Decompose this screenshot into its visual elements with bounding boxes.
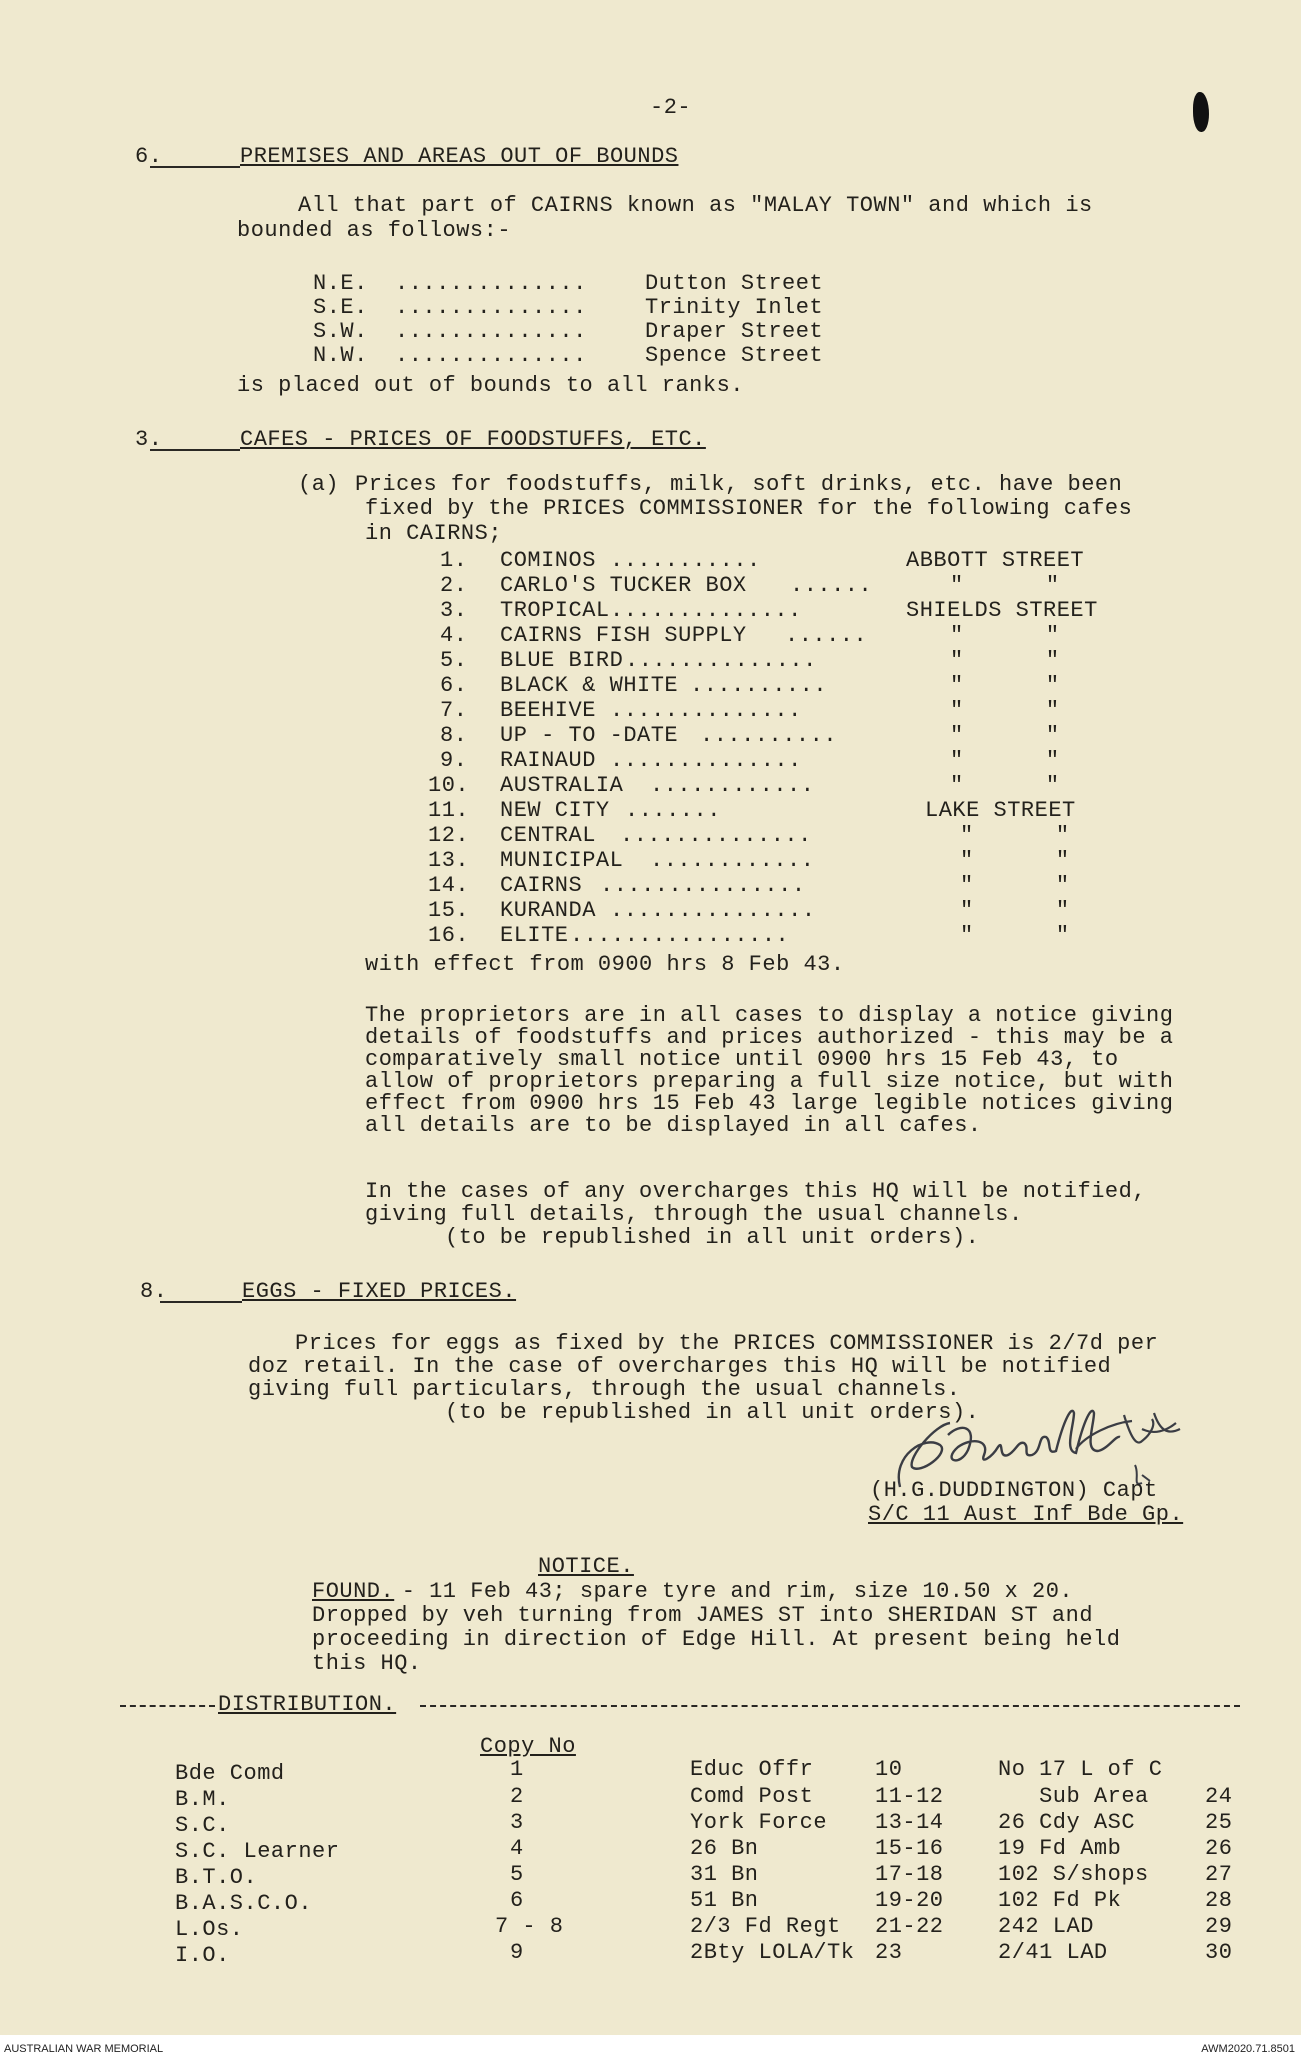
leader-dots: ..............	[625, 648, 817, 673]
dist-unit: B.M.	[175, 1787, 230, 1812]
cafe-name: NEW CITY	[500, 798, 610, 823]
page-number: -2-	[650, 95, 692, 120]
dist-unit: S.C.	[175, 1813, 230, 1838]
leader-dots: ..............	[610, 748, 802, 773]
paragraph-line: comparatively small notice until 0900 hrs 15 Feb 43, to	[365, 1047, 1119, 1072]
cafe-number: 12.	[428, 823, 470, 848]
dist-unit: 102 S/shops	[998, 1862, 1149, 1887]
dist-copy: 4	[510, 1836, 524, 1861]
bound-street: Dutton Street	[645, 271, 824, 296]
section-number: 6.	[135, 144, 163, 169]
dist-unit: York Force	[690, 1810, 828, 1835]
dist-copy: 30	[1205, 1940, 1233, 1965]
dist-copy: 5	[510, 1862, 524, 1887]
cafe-number: 1.	[440, 548, 468, 573]
dist-unit: 26 Cdy ASC	[998, 1810, 1136, 1835]
distribution-rule	[120, 1705, 215, 1707]
cafe-street: ABBOTT STREET	[906, 548, 1085, 573]
cafe-name: ELITE	[500, 923, 569, 948]
section-heading: PREMISES AND AREAS OUT OF BOUNDS	[240, 144, 679, 169]
cafe-street: " "	[950, 573, 1060, 598]
distribution-rule	[420, 1705, 1240, 1707]
heading-rule	[150, 449, 240, 451]
dist-copy: 26	[1205, 1836, 1233, 1861]
signatory-title: S/C 11 Aust Inf Bde Gp.	[868, 1502, 1184, 1527]
cafe-name: CAIRNS FISH SUPPLY	[500, 623, 747, 648]
paragraph-line: is placed out of bounds to all ranks.	[237, 373, 744, 398]
cafe-street: " "	[960, 848, 1070, 873]
cafe-name: RAINAUD	[500, 748, 596, 773]
leader-dots: ............	[650, 773, 815, 798]
dist-unit: 2/41 LAD	[998, 1940, 1108, 1965]
notice-line: proceeding in direction of Edge Hill. At present being held	[312, 1627, 1121, 1652]
bound-street: Spence Street	[645, 343, 824, 368]
signatory-name: (H.G.DUDDINGTON) Capt	[870, 1478, 1158, 1503]
leader-dots: ..............	[620, 823, 812, 848]
paragraph-line: all details are to be displayed in all cafes.	[365, 1113, 982, 1138]
dist-copy: 9	[510, 1940, 524, 1965]
cafe-street: LAKE STREET	[925, 798, 1076, 823]
para-label: (a)	[298, 472, 340, 497]
dist-unit: I.O.	[175, 1943, 230, 1968]
paragraph-line: doz retail. In the case of overcharges this HQ will be notified	[248, 1354, 1112, 1379]
cafe-street: " "	[950, 648, 1060, 673]
cafe-name: AUSTRALIA	[500, 773, 624, 798]
dist-copy: 10	[875, 1757, 903, 1782]
leader-dots: ..............	[610, 698, 802, 723]
ink-blot	[1193, 92, 1209, 132]
leader-dots: ..............	[395, 319, 587, 344]
dist-unit: 26 Bn	[690, 1836, 759, 1861]
dist-unit: Comd Post	[690, 1784, 814, 1809]
section-number: 3.	[135, 427, 163, 452]
cafe-name: MUNICIPAL	[500, 848, 624, 873]
paragraph-line: All that part of CAIRNS known as "MALAY TOWN" and which is	[298, 193, 1093, 218]
leader-dots: ............	[650, 848, 815, 873]
cafe-number: 3.	[440, 598, 468, 623]
dist-copy: 27	[1205, 1862, 1233, 1887]
notice-heading: NOTICE.	[538, 1554, 634, 1579]
dist-unit: S.C. Learner	[175, 1839, 340, 1864]
paragraph-line: (to be republished in all unit orders).	[445, 1225, 980, 1250]
dist-copy: 1	[510, 1757, 524, 1782]
footer-reference: AWM2020.71.8501	[1201, 2043, 1295, 2055]
dist-unit: Educ Offr	[690, 1757, 814, 1782]
dist-copy: 7 - 8	[495, 1914, 564, 1939]
leader-dots: ..............	[610, 598, 802, 623]
dist-unit: 31 Bn	[690, 1862, 759, 1887]
dist-unit: Bde Comd	[175, 1761, 285, 1786]
section-heading: EGGS - FIXED PRICES.	[242, 1279, 517, 1304]
cafe-number: 16.	[428, 923, 470, 948]
cafe-name: CARLO'S TUCKER BOX	[500, 573, 747, 598]
dist-copy: 3	[510, 1810, 524, 1835]
cafe-name: BLUE BIRD	[500, 648, 624, 673]
paragraph-line: The proprietors are in all cases to display a notice giving	[365, 1003, 1174, 1028]
leader-dots: ..............	[395, 271, 587, 296]
cafe-street: " "	[960, 823, 1070, 848]
bound-direction: S.W.	[313, 319, 368, 344]
dist-copy: 6	[510, 1888, 524, 1913]
dist-unit: 242 LAD	[998, 1914, 1094, 1939]
dist-copy: 25	[1205, 1810, 1233, 1835]
bound-direction: N.W.	[313, 343, 368, 368]
cafe-street: SHIELDS STREET	[906, 598, 1098, 623]
cafe-street: " "	[950, 673, 1060, 698]
leader-dots: ......	[785, 623, 868, 648]
cafe-number: 11.	[428, 798, 470, 823]
dist-unit: L.Os.	[175, 1917, 244, 1942]
paragraph-line: bounded as follows:-	[237, 218, 512, 243]
cafe-number: 2.	[440, 573, 468, 598]
leader-dots: .......	[625, 798, 721, 823]
bound-direction: N.E.	[313, 271, 368, 296]
cafe-street: " "	[950, 773, 1060, 798]
dist-copy: 2	[510, 1784, 524, 1809]
cafe-number: 8.	[440, 723, 468, 748]
cafe-name: UP - TO -DATE	[500, 723, 679, 748]
cafe-street: " "	[960, 898, 1070, 923]
dist-copy: 13-14	[875, 1810, 944, 1835]
section-heading: CAFES - PRICES OF FOODSTUFFS, ETC.	[240, 427, 706, 452]
cafe-street: " "	[960, 923, 1070, 948]
paragraph-line: with effect from 0900 hrs 8 Feb 43.	[365, 952, 845, 977]
leader-dots: ................	[570, 923, 790, 948]
cafe-number: 4.	[440, 623, 468, 648]
cafe-street: " "	[950, 698, 1060, 723]
leader-dots: ...............	[600, 873, 806, 898]
cafe-name: BEEHIVE	[500, 698, 596, 723]
cafe-street: " "	[950, 748, 1060, 773]
paragraph-line: Prices for eggs as fixed by the PRICES COMMISSIONER is 2/7d per	[295, 1331, 1159, 1356]
dist-copy: 23	[875, 1940, 903, 1965]
paragraph-line: effect from 0900 hrs 15 Feb 43 large legible notices giving	[365, 1091, 1174, 1116]
bound-direction: S.E.	[313, 295, 368, 320]
notice-label: FOUND.	[312, 1579, 395, 1604]
paragraph-line: fixed by the PRICES COMMISSIONER for the following cafes	[365, 496, 1133, 521]
cafe-name: CAIRNS	[500, 873, 583, 898]
dist-unit: B.A.S.C.O.	[175, 1891, 313, 1916]
cafe-name: TROPICAL	[500, 598, 610, 623]
dist-copy: 29	[1205, 1914, 1233, 1939]
cafe-number: 6.	[440, 673, 468, 698]
paragraph-line: in CAIRNS;	[365, 521, 503, 546]
leader-dots: ..............	[395, 343, 587, 368]
leader-dots: ..............	[395, 295, 587, 320]
dist-copy: 21-22	[875, 1914, 944, 1939]
cafe-number: 5.	[440, 648, 468, 673]
cafe-number: 9.	[440, 748, 468, 773]
cafe-name: CENTRAL	[500, 823, 596, 848]
leader-dots: ...............	[610, 898, 816, 923]
dist-copy: 24	[1205, 1784, 1233, 1809]
paragraph-line: allow of proprietors preparing a full size notice, but with	[365, 1069, 1174, 1094]
dist-copy: 28	[1205, 1888, 1233, 1913]
dist-unit: 19 Fd Amb	[998, 1836, 1122, 1861]
cafe-number: 14.	[428, 873, 470, 898]
notice-line: Dropped by veh turning from JAMES ST into SHERIDAN ST and	[312, 1603, 1094, 1628]
leader-dots: ...........	[610, 548, 761, 573]
leader-dots: ......	[790, 573, 873, 598]
cafe-name: KURANDA	[500, 898, 596, 923]
dist-copy: 15-16	[875, 1836, 944, 1861]
paragraph-line: giving full particulars, through the usual channels.	[248, 1377, 961, 1402]
leader-dots: ..........	[690, 673, 828, 698]
dist-unit: B.T.O.	[175, 1865, 258, 1890]
dist-unit: No 17 L of C	[998, 1757, 1163, 1782]
dist-copy: 19-20	[875, 1888, 944, 1913]
paragraph-line: (to be republished in all unit orders).	[445, 1400, 980, 1425]
bound-street: Trinity Inlet	[645, 295, 824, 320]
dist-copy: 17-18	[875, 1862, 944, 1887]
cafe-street: " "	[950, 623, 1060, 648]
notice-line: - 11 Feb 43; spare tyre and rim, size 10.50 x 20.	[388, 1579, 1074, 1604]
dist-unit: 102 Fd Pk	[998, 1888, 1122, 1913]
cafe-street: " "	[950, 723, 1060, 748]
paragraph-line: giving full details, through the usual channels.	[365, 1202, 1023, 1227]
leader-dots: ..........	[700, 723, 838, 748]
heading-rule	[160, 1301, 242, 1303]
dist-unit: Sub Area	[998, 1784, 1149, 1809]
section-number: 8.	[140, 1279, 168, 1304]
paragraph-line: Prices for foodstuffs, milk, soft drinks, etc. have been	[355, 472, 1123, 497]
distribution-heading: DISTRIBUTION.	[218, 1692, 397, 1717]
notice-line: this HQ.	[312, 1651, 422, 1676]
bound-street: Draper Street	[645, 319, 824, 344]
cafe-number: 13.	[428, 848, 470, 873]
paragraph-line: details of foodstuffs and prices authorized - this may be a	[365, 1025, 1174, 1050]
footer-institution: AUSTRALIAN WAR MEMORIAL	[4, 2043, 164, 2055]
cafe-number: 7.	[440, 698, 468, 723]
archive-footer	[0, 2035, 1301, 2061]
dist-unit: 2/3 Fd Regt	[690, 1914, 841, 1939]
dist-unit: 2Bty LOLA/Tk	[690, 1940, 855, 1965]
cafe-name: BLACK & WHITE	[500, 673, 679, 698]
heading-rule	[150, 166, 240, 168]
cafe-number: 15.	[428, 898, 470, 923]
dist-unit: 51 Bn	[690, 1888, 759, 1913]
cafe-street: " "	[960, 873, 1070, 898]
copy-no-header: Copy No	[480, 1734, 576, 1759]
cafe-number: 10.	[428, 773, 470, 798]
paragraph-line: In the cases of any overcharges this HQ will be notified,	[365, 1179, 1147, 1204]
cafe-name: COMINOS	[500, 548, 596, 573]
dist-copy: 11-12	[875, 1784, 944, 1809]
